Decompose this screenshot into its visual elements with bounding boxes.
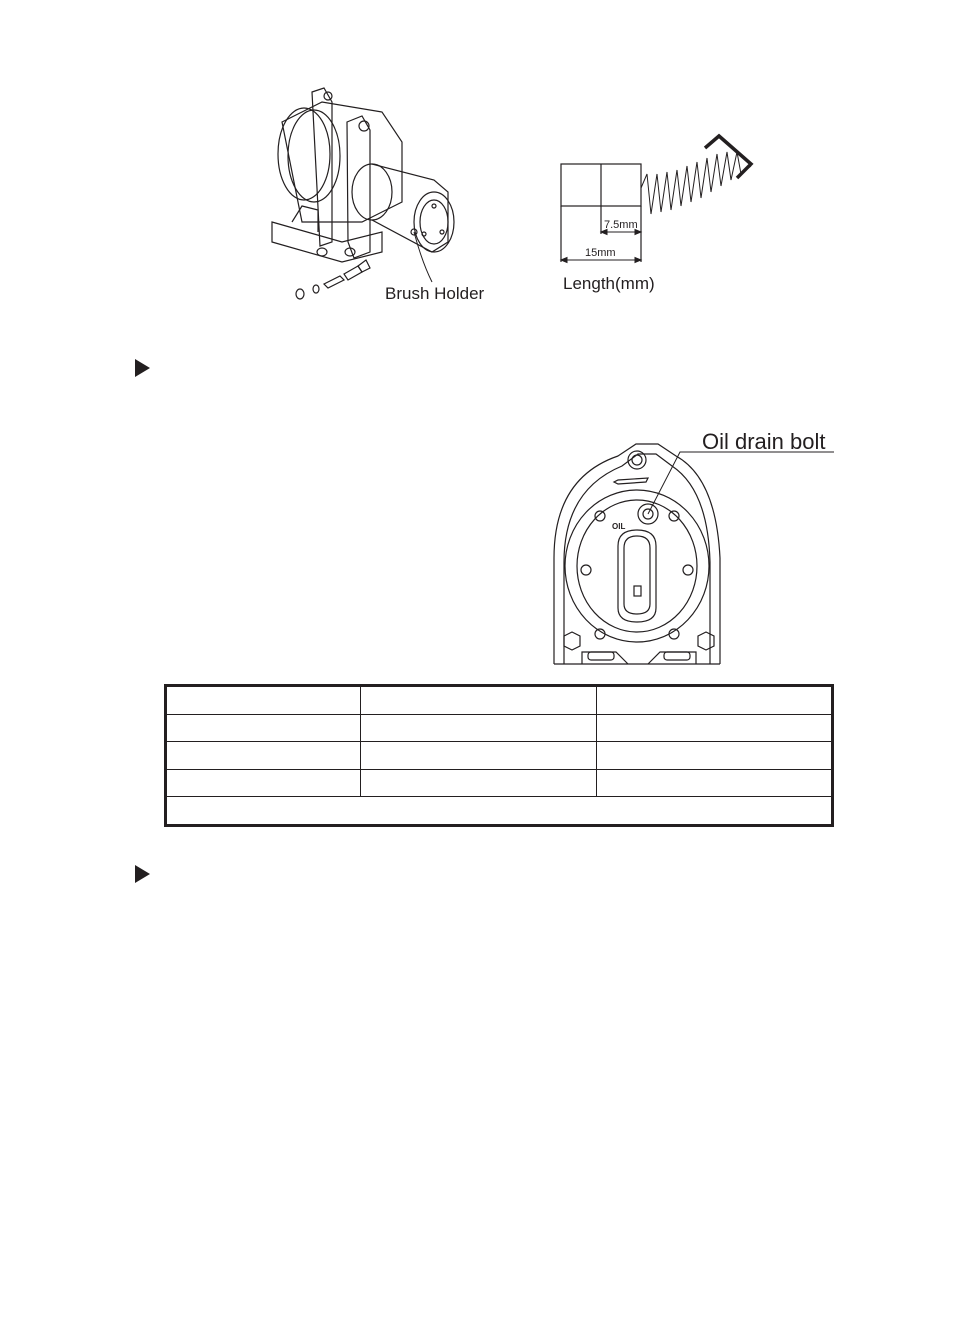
- brush-dim-large: 15mm: [585, 247, 616, 259]
- table-cell: [166, 686, 361, 715]
- spec-table: [164, 684, 834, 827]
- table-footer-cell: [166, 797, 833, 826]
- table-cell: [361, 686, 597, 715]
- winch-motor-drawing: [262, 82, 462, 312]
- table-cell: [597, 769, 833, 797]
- table-cell: [361, 714, 597, 742]
- table-cell: [597, 742, 833, 770]
- section-bullet-2: [135, 865, 150, 883]
- table-row: [166, 742, 833, 770]
- gearbox-end-drawing: [548, 438, 838, 670]
- oil-marking: OIL: [612, 522, 626, 531]
- oil-drain-bolt-callout: Oil drain bolt: [702, 429, 826, 454]
- section-bullet-1: [135, 359, 150, 377]
- table-footer-row: [166, 797, 833, 826]
- table-cell: [166, 742, 361, 770]
- table-cell: [166, 769, 361, 797]
- table-row: [166, 769, 833, 797]
- table-cell: [166, 714, 361, 742]
- brush-holder-callout: Brush Holder: [385, 284, 485, 303]
- brush-dim-small: 7.5mm: [604, 219, 638, 231]
- table-cell: [597, 686, 833, 715]
- table-row: [166, 686, 833, 715]
- table-row: [166, 714, 833, 742]
- table-cell: [597, 714, 833, 742]
- brush-length-caption: Length(mm): [563, 274, 655, 293]
- table-cell: [361, 742, 597, 770]
- table-cell: [361, 769, 597, 797]
